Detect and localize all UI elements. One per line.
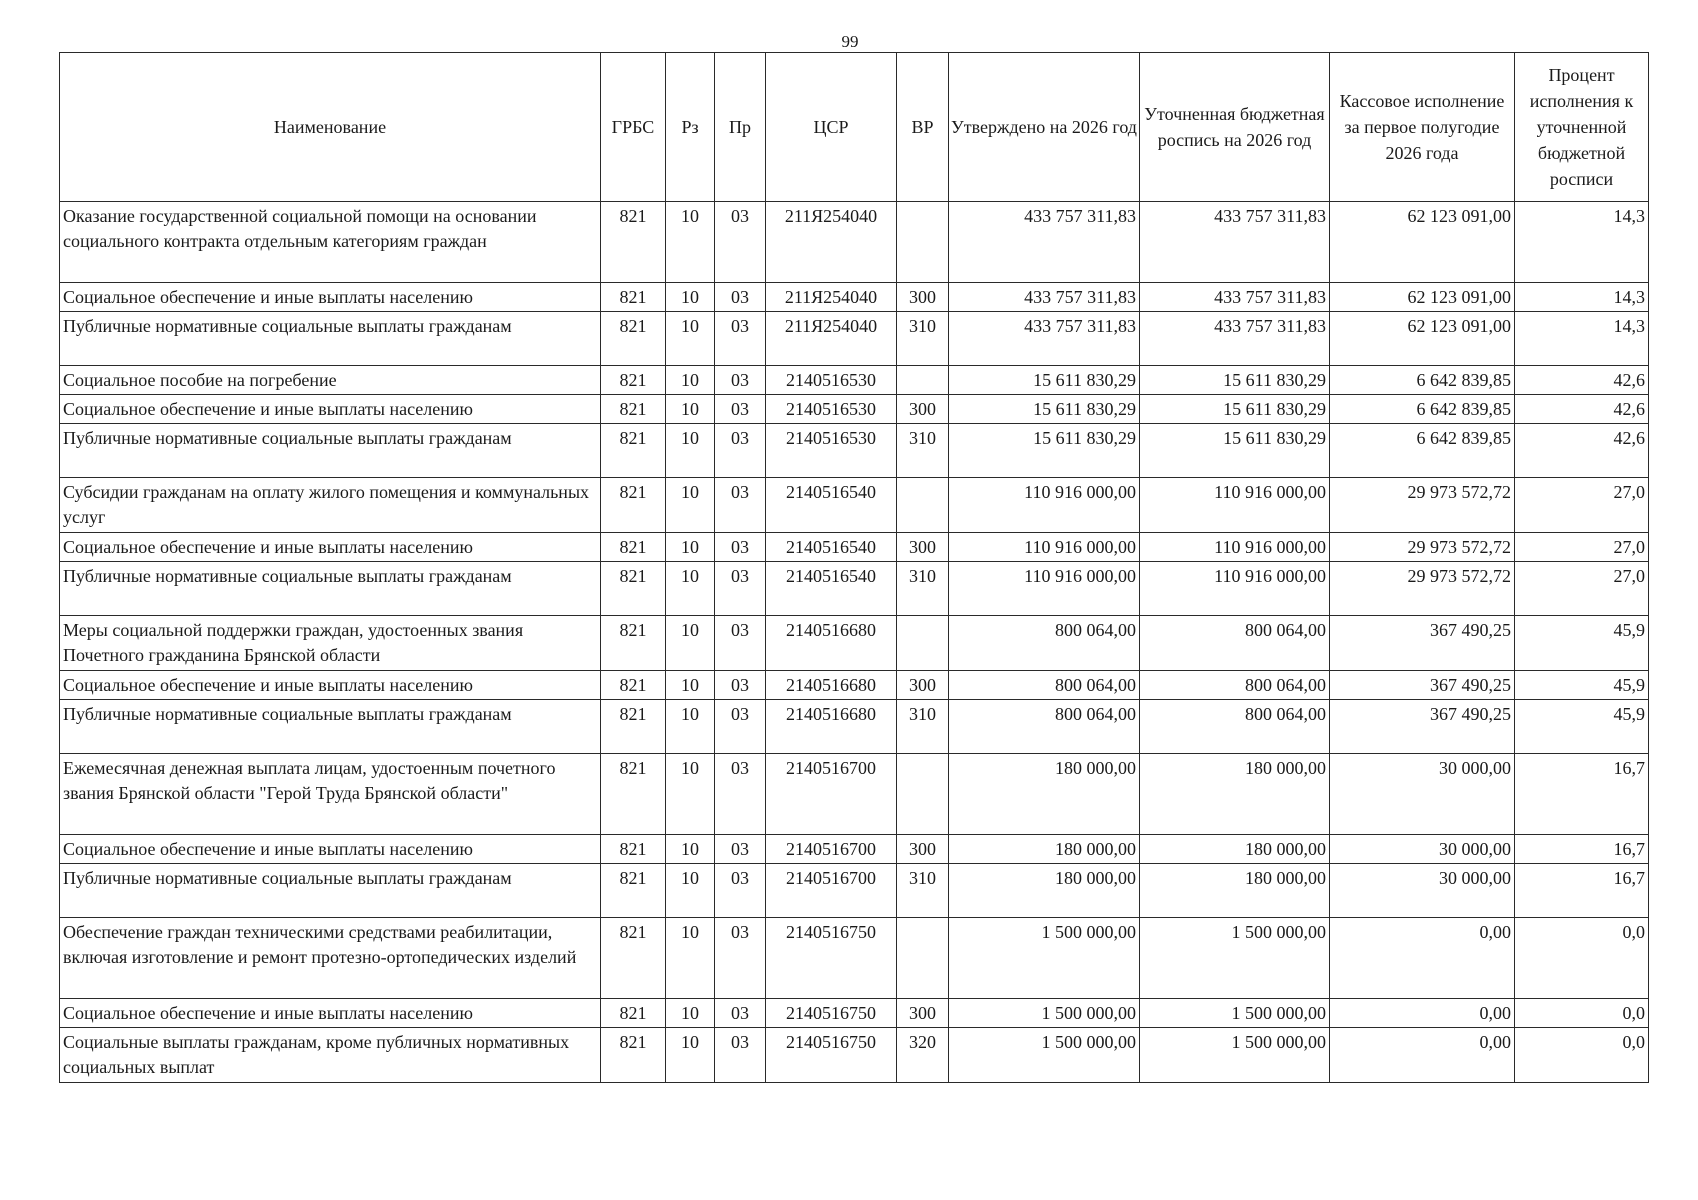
cell-refined: 1 500 000,00 [1140,1028,1330,1083]
cell-vr: 300 [897,395,949,424]
cell-rz: 10 [666,835,715,864]
cell-refined: 110 916 000,00 [1140,533,1330,562]
cell-rz: 10 [666,562,715,616]
cell-name: Социальное пособие на погребение [60,366,601,395]
cell-name: Оказание государственной социальной помощи на основании социального контракта отдельным категориям граждан [60,202,601,283]
table-row [60,835,1649,864]
cell-csr: 211Я254040 [766,283,897,312]
header-percent: Процент исполнения к уточненной бюджетной росписи [1515,53,1649,202]
cell-refined: 110 916 000,00 [1140,478,1330,533]
cell-approved: 1 500 000,00 [949,1028,1140,1083]
cell-approved: 110 916 000,00 [949,562,1140,616]
cell-name: Социальное обеспечение и иные выплаты населению [60,671,601,700]
cell-name: Социальные выплаты гражданам, кроме публичных нормативных социальных выплат [60,1028,601,1083]
cell-csr: 2140516700 [766,754,897,835]
cell-name: Публичные нормативные социальные выплаты гражданам [60,312,601,366]
cell-cash: 367 490,25 [1330,700,1515,754]
cell-pr: 03 [715,424,766,478]
table-row [60,616,1649,671]
cell-grbs: 821 [601,395,666,424]
cell-cash: 6 642 839,85 [1330,424,1515,478]
table-row [60,312,1649,366]
cell-approved: 1 500 000,00 [949,999,1140,1028]
cell-refined: 15 611 830,29 [1140,395,1330,424]
cell-csr: 2140516680 [766,700,897,754]
cell-cash: 6 642 839,85 [1330,395,1515,424]
cell-vr: 300 [897,533,949,562]
cell-grbs: 821 [601,754,666,835]
table-row [60,671,1649,700]
cell-grbs: 821 [601,616,666,671]
cell-grbs: 821 [601,478,666,533]
cell-rz: 10 [666,918,715,999]
cell-pr: 03 [715,700,766,754]
header-csr: ЦСР [766,53,897,202]
cell-percent: 16,7 [1515,864,1649,918]
cell-csr: 211Я254040 [766,312,897,366]
cell-pr: 03 [715,366,766,395]
cell-cash: 367 490,25 [1330,671,1515,700]
cell-approved: 15 611 830,29 [949,424,1140,478]
cell-pr: 03 [715,671,766,700]
table-row [60,700,1649,754]
cell-percent: 42,6 [1515,395,1649,424]
cell-rz: 10 [666,312,715,366]
cell-refined: 1 500 000,00 [1140,999,1330,1028]
cell-grbs: 821 [601,533,666,562]
cell-pr: 03 [715,864,766,918]
table-row [60,424,1649,478]
cell-rz: 10 [666,700,715,754]
cell-vr: 300 [897,671,949,700]
table-row [60,283,1649,312]
cell-percent: 27,0 [1515,533,1649,562]
cell-vr: 310 [897,700,949,754]
header-row [60,53,1649,202]
header-grbs: ГРБС [601,53,666,202]
header-cash: Кассовое исполнение за первое полугодие 2026 года [1330,53,1515,202]
cell-percent: 14,3 [1515,283,1649,312]
cell-csr: 2140516700 [766,835,897,864]
cell-pr: 03 [715,999,766,1028]
cell-approved: 1 500 000,00 [949,918,1140,999]
cell-name: Публичные нормативные социальные выплаты гражданам [60,700,601,754]
cell-cash: 0,00 [1330,999,1515,1028]
cell-approved: 433 757 311,83 [949,202,1140,283]
cell-cash: 0,00 [1330,1028,1515,1083]
cell-csr: 2140516540 [766,478,897,533]
cell-cash: 62 123 091,00 [1330,283,1515,312]
cell-csr: 2140516680 [766,671,897,700]
cell-cash: 367 490,25 [1330,616,1515,671]
cell-cash: 30 000,00 [1330,754,1515,835]
cell-pr: 03 [715,835,766,864]
cell-rz: 10 [666,533,715,562]
cell-rz: 10 [666,671,715,700]
table-row [60,754,1649,835]
cell-name: Ежемесячная денежная выплата лицам, удостоенным почетного звания Брянской области "Герой Труда Брянской области" [60,754,601,835]
cell-name: Публичные нормативные социальные выплаты гражданам [60,424,601,478]
cell-grbs: 821 [601,999,666,1028]
cell-pr: 03 [715,395,766,424]
cell-vr [897,478,949,533]
header-rz: Рз [666,53,715,202]
table-row [60,918,1649,999]
cell-approved: 180 000,00 [949,835,1140,864]
cell-name: Социальное обеспечение и иные выплаты населению [60,283,601,312]
header-refined: Уточненная бюджетная роспись на 2026 год [1140,53,1330,202]
cell-refined: 433 757 311,83 [1140,202,1330,283]
cell-csr: 2140516680 [766,616,897,671]
cell-percent: 14,3 [1515,202,1649,283]
table-row [60,478,1649,533]
cell-vr [897,202,949,283]
cell-approved: 110 916 000,00 [949,478,1140,533]
budget-table [59,52,1649,1083]
cell-vr [897,754,949,835]
cell-pr: 03 [715,616,766,671]
cell-name: Социальное обеспечение и иные выплаты населению [60,835,601,864]
cell-approved: 800 064,00 [949,671,1140,700]
cell-rz: 10 [666,754,715,835]
header-vr: ВР [897,53,949,202]
cell-grbs: 821 [601,424,666,478]
cell-percent: 0,0 [1515,999,1649,1028]
cell-csr: 2140516540 [766,533,897,562]
cell-cash: 0,00 [1330,918,1515,999]
cell-approved: 433 757 311,83 [949,283,1140,312]
cell-name: Социальное обеспечение и иные выплаты населению [60,395,601,424]
cell-refined: 110 916 000,00 [1140,562,1330,616]
cell-name: Субсидии гражданам на оплату жилого помещения и коммунальных услуг [60,478,601,533]
cell-vr: 310 [897,424,949,478]
cell-pr: 03 [715,312,766,366]
cell-approved: 800 064,00 [949,616,1140,671]
table-row [60,395,1649,424]
cell-csr: 211Я254040 [766,202,897,283]
cell-name: Публичные нормативные социальные выплаты гражданам [60,864,601,918]
cell-refined: 180 000,00 [1140,754,1330,835]
cell-grbs: 821 [601,918,666,999]
cell-percent: 27,0 [1515,562,1649,616]
cell-csr: 2140516750 [766,999,897,1028]
cell-name: Обеспечение граждан техническими средствами реабилитации, включая изготовление и ремонт протезно-ортопедических изделий [60,918,601,999]
cell-rz: 10 [666,202,715,283]
cell-percent: 42,6 [1515,424,1649,478]
cell-percent: 27,0 [1515,478,1649,533]
cell-grbs: 821 [601,283,666,312]
cell-csr: 2140516530 [766,366,897,395]
cell-approved: 15 611 830,29 [949,366,1140,395]
cell-approved: 15 611 830,29 [949,395,1140,424]
cell-cash: 6 642 839,85 [1330,366,1515,395]
cell-grbs: 821 [601,1028,666,1083]
cell-percent: 14,3 [1515,312,1649,366]
cell-pr: 03 [715,478,766,533]
cell-cash: 29 973 572,72 [1330,533,1515,562]
cell-vr: 300 [897,283,949,312]
cell-pr: 03 [715,533,766,562]
cell-vr [897,918,949,999]
cell-rz: 10 [666,366,715,395]
cell-percent: 0,0 [1515,918,1649,999]
table-row [60,562,1649,616]
cell-rz: 10 [666,395,715,424]
cell-cash: 29 973 572,72 [1330,478,1515,533]
cell-csr: 2140516750 [766,1028,897,1083]
cell-refined: 800 064,00 [1140,671,1330,700]
table-row [60,366,1649,395]
page-number: 99 [841,32,859,51]
cell-refined: 800 064,00 [1140,700,1330,754]
cell-vr: 320 [897,1028,949,1083]
cell-rz: 10 [666,424,715,478]
cell-vr: 310 [897,562,949,616]
table-row [60,864,1649,918]
table-row [60,202,1649,283]
cell-refined: 800 064,00 [1140,616,1330,671]
cell-approved: 433 757 311,83 [949,312,1140,366]
cell-percent: 45,9 [1515,671,1649,700]
cell-name: Социальное обеспечение и иные выплаты населению [60,533,601,562]
cell-pr: 03 [715,918,766,999]
cell-grbs: 821 [601,671,666,700]
cell-rz: 10 [666,478,715,533]
cell-vr: 300 [897,999,949,1028]
cell-refined: 433 757 311,83 [1140,283,1330,312]
cell-pr: 03 [715,754,766,835]
cell-cash: 30 000,00 [1330,864,1515,918]
cell-csr: 2140516530 [766,424,897,478]
cell-name: Меры социальной поддержки граждан, удостоенных звания Почетного гражданина Брянской области [60,616,601,671]
cell-vr: 300 [897,835,949,864]
cell-grbs: 821 [601,835,666,864]
cell-refined: 180 000,00 [1140,835,1330,864]
cell-pr: 03 [715,562,766,616]
cell-refined: 15 611 830,29 [1140,366,1330,395]
cell-approved: 110 916 000,00 [949,533,1140,562]
table-row [60,999,1649,1028]
cell-pr: 03 [715,202,766,283]
header-approved: Утверждено на 2026 год [949,53,1140,202]
cell-vr [897,366,949,395]
cell-pr: 03 [715,1028,766,1083]
cell-refined: 180 000,00 [1140,864,1330,918]
cell-rz: 10 [666,864,715,918]
cell-percent: 45,9 [1515,700,1649,754]
cell-grbs: 821 [601,864,666,918]
cell-refined: 15 611 830,29 [1140,424,1330,478]
cell-name: Социальное обеспечение и иные выплаты населению [60,999,601,1028]
cell-approved: 800 064,00 [949,700,1140,754]
cell-approved: 180 000,00 [949,864,1140,918]
cell-vr: 310 [897,864,949,918]
cell-cash: 62 123 091,00 [1330,312,1515,366]
cell-grbs: 821 [601,562,666,616]
cell-percent: 0,0 [1515,1028,1649,1083]
cell-rz: 10 [666,1028,715,1083]
cell-percent: 16,7 [1515,754,1649,835]
cell-grbs: 821 [601,700,666,754]
cell-grbs: 821 [601,202,666,283]
cell-percent: 16,7 [1515,835,1649,864]
table-row [60,1028,1649,1083]
cell-refined: 1 500 000,00 [1140,918,1330,999]
header-pr: Пр [715,53,766,202]
cell-approved: 180 000,00 [949,754,1140,835]
cell-grbs: 821 [601,366,666,395]
cell-name: Публичные нормативные социальные выплаты гражданам [60,562,601,616]
cell-rz: 10 [666,616,715,671]
cell-pr: 03 [715,283,766,312]
table-row [60,533,1649,562]
header-name: Наименование [60,53,601,202]
cell-cash: 30 000,00 [1330,835,1515,864]
cell-csr: 2140516540 [766,562,897,616]
cell-csr: 2140516700 [766,864,897,918]
cell-grbs: 821 [601,312,666,366]
cell-vr [897,616,949,671]
cell-percent: 42,6 [1515,366,1649,395]
cell-rz: 10 [666,283,715,312]
cell-csr: 2140516530 [766,395,897,424]
cell-percent: 45,9 [1515,616,1649,671]
cell-vr: 310 [897,312,949,366]
cell-cash: 62 123 091,00 [1330,202,1515,283]
cell-refined: 433 757 311,83 [1140,312,1330,366]
cell-csr: 2140516750 [766,918,897,999]
cell-cash: 29 973 572,72 [1330,562,1515,616]
cell-rz: 10 [666,999,715,1028]
